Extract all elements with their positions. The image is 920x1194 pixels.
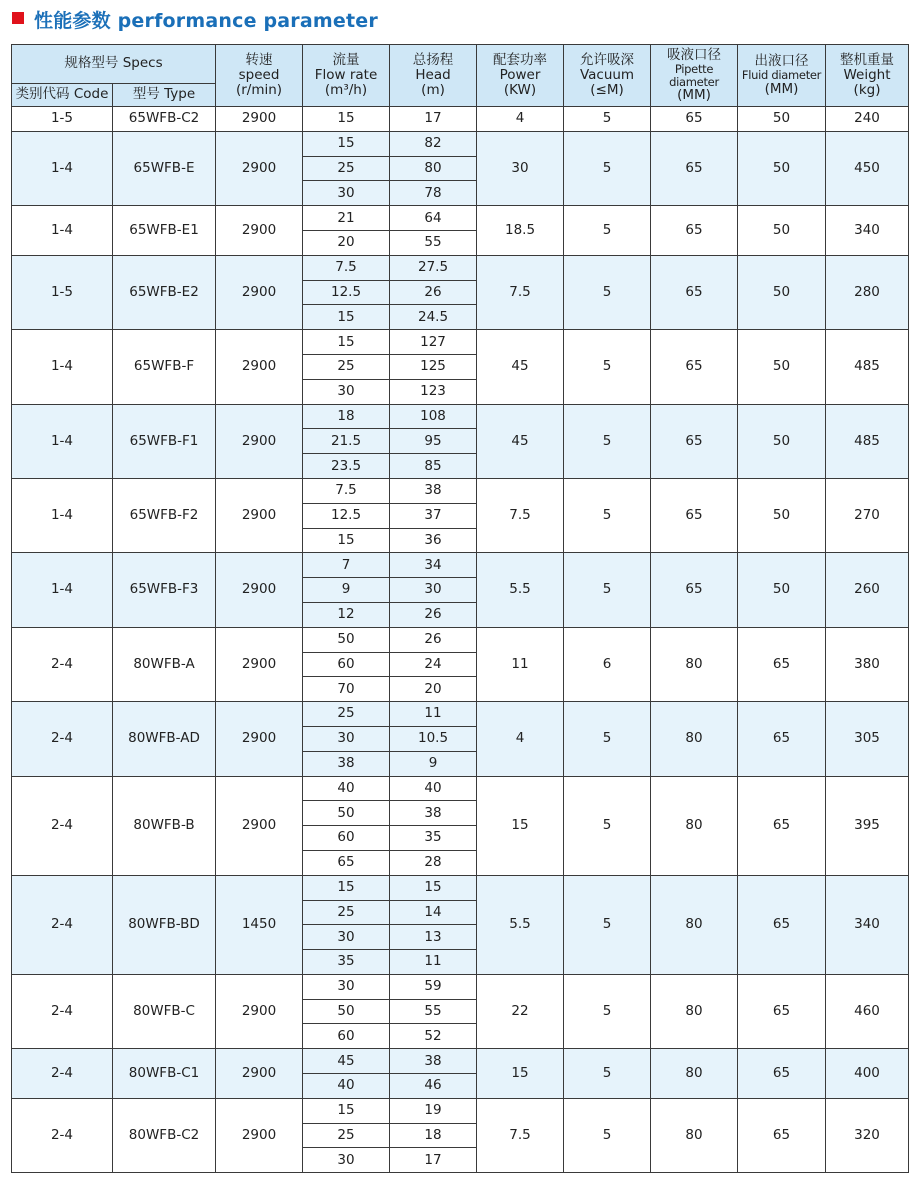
cell-code: 1-4 bbox=[12, 330, 113, 404]
header-specs: 规格型号 Specs bbox=[12, 45, 216, 84]
cell-head: 123 bbox=[390, 379, 477, 404]
cell-power: 30 bbox=[477, 131, 564, 205]
cell-code: 2-4 bbox=[12, 627, 113, 701]
cell-pipette: 65 bbox=[651, 131, 738, 205]
cell-type: 80WFB-BD bbox=[113, 875, 216, 974]
table-row bbox=[12, 206, 909, 231]
cell-type: 80WFB-AD bbox=[113, 702, 216, 776]
cell-weight: 260 bbox=[826, 553, 909, 627]
cell-flow: 38 bbox=[303, 751, 390, 776]
model-group bbox=[12, 478, 909, 552]
cell-head: 59 bbox=[390, 974, 477, 999]
cell-flow: 45 bbox=[303, 1049, 390, 1074]
cell-vacuum: 5 bbox=[564, 206, 651, 256]
cell-type: 65WFB-F2 bbox=[113, 478, 216, 552]
cell-vacuum: 6 bbox=[564, 627, 651, 701]
cell-speed: 2900 bbox=[216, 553, 303, 627]
cell-speed: 2900 bbox=[216, 330, 303, 404]
header-head-cn: 总扬程 bbox=[412, 51, 454, 68]
table-row bbox=[12, 330, 909, 355]
cell-head: 30 bbox=[390, 578, 477, 603]
header-head-unit: (m) bbox=[421, 82, 445, 99]
cell-power: 5.5 bbox=[477, 553, 564, 627]
cell-fluid: 65 bbox=[738, 627, 826, 701]
cell-fluid: 50 bbox=[738, 478, 826, 552]
header-speed-cn: 转速 bbox=[245, 51, 273, 68]
section-title: 性能参数 performance parameter bbox=[34, 10, 378, 32]
cell-flow: 65 bbox=[303, 850, 390, 875]
table-row bbox=[12, 875, 909, 900]
cell-vacuum: 5 bbox=[564, 974, 651, 1048]
cell-head: 52 bbox=[390, 1024, 477, 1049]
cell-weight: 395 bbox=[826, 776, 909, 875]
cell-flow: 15 bbox=[303, 330, 390, 355]
cell-type: 80WFB-C1 bbox=[113, 1049, 216, 1099]
cell-power: 4 bbox=[477, 107, 564, 132]
cell-head: 38 bbox=[390, 478, 477, 503]
cell-pipette: 80 bbox=[651, 627, 738, 701]
header-flow-en: Flow rate bbox=[314, 66, 378, 83]
header-flow-unit: (m³/h) bbox=[324, 82, 368, 99]
cell-flow: 25 bbox=[303, 702, 390, 727]
cell-vacuum: 5 bbox=[564, 330, 651, 404]
cell-weight: 485 bbox=[826, 330, 909, 404]
cell-speed: 2900 bbox=[216, 404, 303, 478]
cell-flow: 35 bbox=[303, 950, 390, 975]
table-row bbox=[12, 1049, 909, 1074]
cell-head: 82 bbox=[390, 131, 477, 156]
cell-vacuum: 5 bbox=[564, 404, 651, 478]
cell-type: 80WFB-B bbox=[113, 776, 216, 875]
cell-flow: 15 bbox=[303, 1098, 390, 1123]
cell-head: 24.5 bbox=[390, 305, 477, 330]
header-fluid-en: Fluid diameter bbox=[741, 68, 822, 83]
cell-head: 17 bbox=[390, 107, 477, 132]
cell-type: 80WFB-A bbox=[113, 627, 216, 701]
cell-type: 65WFB-E bbox=[113, 131, 216, 205]
cell-head: 95 bbox=[390, 429, 477, 454]
cell-vacuum: 5 bbox=[564, 553, 651, 627]
header-speed-en: speed bbox=[238, 66, 280, 83]
cell-speed: 2900 bbox=[216, 776, 303, 875]
cell-weight: 270 bbox=[826, 478, 909, 552]
cell-power: 22 bbox=[477, 974, 564, 1048]
cell-flow: 40 bbox=[303, 776, 390, 801]
cell-fluid: 50 bbox=[738, 330, 826, 404]
cell-vacuum: 5 bbox=[564, 131, 651, 205]
table-row bbox=[12, 702, 909, 727]
cell-pipette: 80 bbox=[651, 702, 738, 776]
header-vacuum-cn: 允许吸深 bbox=[580, 51, 635, 68]
cell-power: 5.5 bbox=[477, 875, 564, 974]
cell-head: 26 bbox=[390, 602, 477, 627]
cell-fluid: 65 bbox=[738, 702, 826, 776]
cell-flow: 60 bbox=[303, 826, 390, 851]
cell-weight: 450 bbox=[826, 131, 909, 205]
model-group bbox=[12, 553, 909, 627]
cell-flow: 7.5 bbox=[303, 478, 390, 503]
cell-code: 2-4 bbox=[12, 974, 113, 1048]
cell-type: 80WFB-C2 bbox=[113, 1098, 216, 1172]
cell-head: 10.5 bbox=[390, 726, 477, 751]
header-weight-unit: (kg) bbox=[853, 82, 881, 99]
header-vacuum-unit: (≤M) bbox=[590, 82, 624, 99]
cell-vacuum: 5 bbox=[564, 255, 651, 329]
red-square-icon bbox=[12, 12, 24, 24]
performance-table bbox=[11, 44, 909, 1173]
cell-flow: 7 bbox=[303, 553, 390, 578]
cell-flow: 7.5 bbox=[303, 255, 390, 280]
cell-head: 46 bbox=[390, 1074, 477, 1099]
cell-flow: 50 bbox=[303, 999, 390, 1024]
cell-pipette: 80 bbox=[651, 776, 738, 875]
cell-code: 2-4 bbox=[12, 1098, 113, 1172]
cell-fluid: 65 bbox=[738, 1049, 826, 1099]
cell-fluid: 50 bbox=[738, 553, 826, 627]
cell-fluid: 65 bbox=[738, 974, 826, 1048]
cell-type: 65WFB-F3 bbox=[113, 553, 216, 627]
header-power-en: Power bbox=[499, 66, 541, 83]
cell-pipette: 65 bbox=[651, 553, 738, 627]
header-power-unit: (KW) bbox=[503, 82, 537, 99]
header-pipette-cn: 吸液口径 bbox=[667, 46, 722, 63]
cell-head: 24 bbox=[390, 652, 477, 677]
table-row bbox=[12, 107, 909, 132]
model-group bbox=[12, 404, 909, 478]
cell-head: 80 bbox=[390, 156, 477, 181]
cell-flow: 30 bbox=[303, 925, 390, 950]
cell-weight: 240 bbox=[826, 107, 909, 132]
header-speed-unit: (r/min) bbox=[235, 82, 283, 99]
cell-speed: 2900 bbox=[216, 1098, 303, 1172]
cell-power: 4 bbox=[477, 702, 564, 776]
cell-pipette: 65 bbox=[651, 206, 738, 256]
cell-head: 108 bbox=[390, 404, 477, 429]
cell-weight: 280 bbox=[826, 255, 909, 329]
header-vacuum-en: Vacuum bbox=[579, 66, 635, 83]
cell-flow: 70 bbox=[303, 677, 390, 702]
cell-type: 65WFB-E1 bbox=[113, 206, 216, 256]
cell-power: 7.5 bbox=[477, 255, 564, 329]
cell-flow: 21 bbox=[303, 206, 390, 231]
cell-head: 11 bbox=[390, 950, 477, 975]
cell-fluid: 50 bbox=[738, 131, 826, 205]
cell-flow: 20 bbox=[303, 230, 390, 255]
cell-fluid: 50 bbox=[738, 404, 826, 478]
cell-head: 55 bbox=[390, 999, 477, 1024]
header-fluid bbox=[738, 45, 826, 107]
cell-speed: 2900 bbox=[216, 206, 303, 256]
cell-flow: 30 bbox=[303, 1148, 390, 1173]
cell-flow: 60 bbox=[303, 1024, 390, 1049]
model-group bbox=[12, 255, 909, 329]
cell-type: 65WFB-C2 bbox=[113, 107, 216, 132]
table-row bbox=[12, 553, 909, 578]
cell-vacuum: 5 bbox=[564, 776, 651, 875]
header-code: 类别代码 Code bbox=[12, 84, 113, 107]
cell-pipette: 65 bbox=[651, 107, 738, 132]
cell-vacuum: 5 bbox=[564, 1049, 651, 1099]
cell-head: 15 bbox=[390, 875, 477, 900]
header-weight-en: Weight bbox=[843, 66, 891, 83]
model-group bbox=[12, 1098, 909, 1172]
model-group bbox=[12, 206, 909, 256]
table-row bbox=[12, 974, 909, 999]
model-group bbox=[12, 107, 909, 132]
cell-flow: 12 bbox=[303, 602, 390, 627]
cell-head: 78 bbox=[390, 181, 477, 206]
cell-head: 127 bbox=[390, 330, 477, 355]
cell-code: 1-4 bbox=[12, 206, 113, 256]
cell-flow: 30 bbox=[303, 726, 390, 751]
cell-flow: 50 bbox=[303, 627, 390, 652]
header-flow-cn: 流量 bbox=[332, 51, 360, 68]
model-group bbox=[12, 627, 909, 701]
cell-weight: 460 bbox=[826, 974, 909, 1048]
cell-pipette: 65 bbox=[651, 255, 738, 329]
cell-head: 17 bbox=[390, 1148, 477, 1173]
cell-weight: 400 bbox=[826, 1049, 909, 1099]
cell-code: 1-5 bbox=[12, 255, 113, 329]
cell-speed: 2900 bbox=[216, 478, 303, 552]
cell-weight: 340 bbox=[826, 206, 909, 256]
cell-vacuum: 5 bbox=[564, 1098, 651, 1172]
table-row bbox=[12, 131, 909, 156]
cell-flow: 15 bbox=[303, 528, 390, 553]
cell-head: 36 bbox=[390, 528, 477, 553]
cell-flow: 15 bbox=[303, 875, 390, 900]
cell-flow: 25 bbox=[303, 156, 390, 181]
cell-pipette: 65 bbox=[651, 478, 738, 552]
cell-vacuum: 5 bbox=[564, 875, 651, 974]
cell-weight: 305 bbox=[826, 702, 909, 776]
table-header bbox=[12, 45, 909, 107]
cell-fluid: 65 bbox=[738, 875, 826, 974]
header-flow bbox=[303, 45, 390, 107]
cell-flow: 40 bbox=[303, 1074, 390, 1099]
model-group bbox=[12, 974, 909, 1048]
header-type: 型号 Type bbox=[113, 84, 216, 107]
cell-head: 40 bbox=[390, 776, 477, 801]
cell-head: 20 bbox=[390, 677, 477, 702]
cell-power: 7.5 bbox=[477, 1098, 564, 1172]
cell-speed: 2900 bbox=[216, 627, 303, 701]
header-speed bbox=[216, 45, 303, 107]
cell-code: 2-4 bbox=[12, 702, 113, 776]
cell-type: 65WFB-E2 bbox=[113, 255, 216, 329]
model-group bbox=[12, 131, 909, 205]
cell-flow: 21.5 bbox=[303, 429, 390, 454]
cell-head: 55 bbox=[390, 230, 477, 255]
cell-code: 1-5 bbox=[12, 107, 113, 132]
cell-fluid: 65 bbox=[738, 1098, 826, 1172]
cell-head: 38 bbox=[390, 1049, 477, 1074]
table-row bbox=[12, 478, 909, 503]
cell-code: 1-4 bbox=[12, 553, 113, 627]
cell-power: 7.5 bbox=[477, 478, 564, 552]
cell-pipette: 65 bbox=[651, 404, 738, 478]
table-row bbox=[12, 404, 909, 429]
cell-code: 1-4 bbox=[12, 131, 113, 205]
cell-weight: 340 bbox=[826, 875, 909, 974]
cell-vacuum: 5 bbox=[564, 478, 651, 552]
cell-head: 35 bbox=[390, 826, 477, 851]
cell-fluid: 65 bbox=[738, 776, 826, 875]
cell-head: 38 bbox=[390, 801, 477, 826]
cell-code: 1-4 bbox=[12, 404, 113, 478]
cell-pipette: 80 bbox=[651, 875, 738, 974]
cell-speed: 2900 bbox=[216, 131, 303, 205]
cell-pipette: 80 bbox=[651, 1098, 738, 1172]
cell-flow: 30 bbox=[303, 974, 390, 999]
cell-speed: 2900 bbox=[216, 974, 303, 1048]
section-title-bar bbox=[0, 0, 920, 32]
cell-head: 125 bbox=[390, 354, 477, 379]
cell-vacuum: 5 bbox=[564, 702, 651, 776]
cell-head: 14 bbox=[390, 900, 477, 925]
model-group bbox=[12, 875, 909, 974]
cell-head: 64 bbox=[390, 206, 477, 231]
header-head-en: Head bbox=[415, 66, 451, 83]
cell-head: 11 bbox=[390, 702, 477, 727]
cell-flow: 12.5 bbox=[303, 280, 390, 305]
cell-code: 2-4 bbox=[12, 776, 113, 875]
cell-speed: 2900 bbox=[216, 107, 303, 132]
cell-flow: 50 bbox=[303, 801, 390, 826]
cell-code: 2-4 bbox=[12, 1049, 113, 1099]
cell-head: 18 bbox=[390, 1123, 477, 1148]
cell-speed: 2900 bbox=[216, 702, 303, 776]
cell-flow: 25 bbox=[303, 354, 390, 379]
cell-speed: 2900 bbox=[216, 1049, 303, 1099]
cell-weight: 380 bbox=[826, 627, 909, 701]
cell-flow: 15 bbox=[303, 131, 390, 156]
cell-head: 85 bbox=[390, 454, 477, 479]
cell-type: 65WFB-F bbox=[113, 330, 216, 404]
header-fluid-unit: (MM) bbox=[764, 80, 799, 97]
model-group bbox=[12, 330, 909, 404]
table-row bbox=[12, 1098, 909, 1123]
table-row bbox=[12, 776, 909, 801]
cell-head: 13 bbox=[390, 925, 477, 950]
table-row bbox=[12, 255, 909, 280]
cell-head: 28 bbox=[390, 850, 477, 875]
header-pipette bbox=[651, 45, 738, 107]
cell-fluid: 50 bbox=[738, 255, 826, 329]
cell-head: 27.5 bbox=[390, 255, 477, 280]
header-weight-cn: 整机重量 bbox=[840, 51, 895, 68]
model-group bbox=[12, 776, 909, 875]
header-head bbox=[390, 45, 477, 107]
header-power-cn: 配套功率 bbox=[493, 51, 548, 68]
cell-head: 37 bbox=[390, 503, 477, 528]
cell-head: 26 bbox=[390, 627, 477, 652]
cell-vacuum: 5 bbox=[564, 107, 651, 132]
cell-pipette: 80 bbox=[651, 974, 738, 1048]
header-power bbox=[477, 45, 564, 107]
header-pipette-en: Pipette diameter bbox=[669, 61, 719, 89]
cell-weight: 485 bbox=[826, 404, 909, 478]
cell-fluid: 50 bbox=[738, 206, 826, 256]
cell-flow: 25 bbox=[303, 900, 390, 925]
cell-type: 80WFB-C bbox=[113, 974, 216, 1048]
cell-flow: 23.5 bbox=[303, 454, 390, 479]
header-pipette-unit: (MM) bbox=[677, 87, 711, 104]
cell-speed: 2900 bbox=[216, 255, 303, 329]
cell-flow: 15 bbox=[303, 305, 390, 330]
cell-weight: 320 bbox=[826, 1098, 909, 1172]
header-weight bbox=[826, 45, 909, 107]
cell-power: 45 bbox=[477, 404, 564, 478]
cell-flow: 60 bbox=[303, 652, 390, 677]
cell-pipette: 65 bbox=[651, 330, 738, 404]
cell-power: 45 bbox=[477, 330, 564, 404]
cell-head: 26 bbox=[390, 280, 477, 305]
cell-flow: 12.5 bbox=[303, 503, 390, 528]
cell-speed: 1450 bbox=[216, 875, 303, 974]
table-row bbox=[12, 627, 909, 652]
cell-code: 2-4 bbox=[12, 875, 113, 974]
cell-head: 19 bbox=[390, 1098, 477, 1123]
cell-fluid: 50 bbox=[738, 107, 826, 132]
cell-head: 34 bbox=[390, 553, 477, 578]
cell-pipette: 80 bbox=[651, 1049, 738, 1099]
model-group bbox=[12, 1049, 909, 1099]
cell-flow: 15 bbox=[303, 107, 390, 132]
cell-code: 1-4 bbox=[12, 478, 113, 552]
cell-power: 18.5 bbox=[477, 206, 564, 256]
cell-flow: 25 bbox=[303, 1123, 390, 1148]
cell-power: 15 bbox=[477, 1049, 564, 1099]
cell-flow: 30 bbox=[303, 379, 390, 404]
cell-head: 9 bbox=[390, 751, 477, 776]
cell-type: 65WFB-F1 bbox=[113, 404, 216, 478]
cell-flow: 9 bbox=[303, 578, 390, 603]
cell-flow: 30 bbox=[303, 181, 390, 206]
header-vacuum bbox=[564, 45, 651, 107]
cell-power: 15 bbox=[477, 776, 564, 875]
cell-flow: 18 bbox=[303, 404, 390, 429]
cell-power: 11 bbox=[477, 627, 564, 701]
header-fluid-cn: 出液口径 bbox=[754, 52, 809, 69]
model-group bbox=[12, 702, 909, 776]
